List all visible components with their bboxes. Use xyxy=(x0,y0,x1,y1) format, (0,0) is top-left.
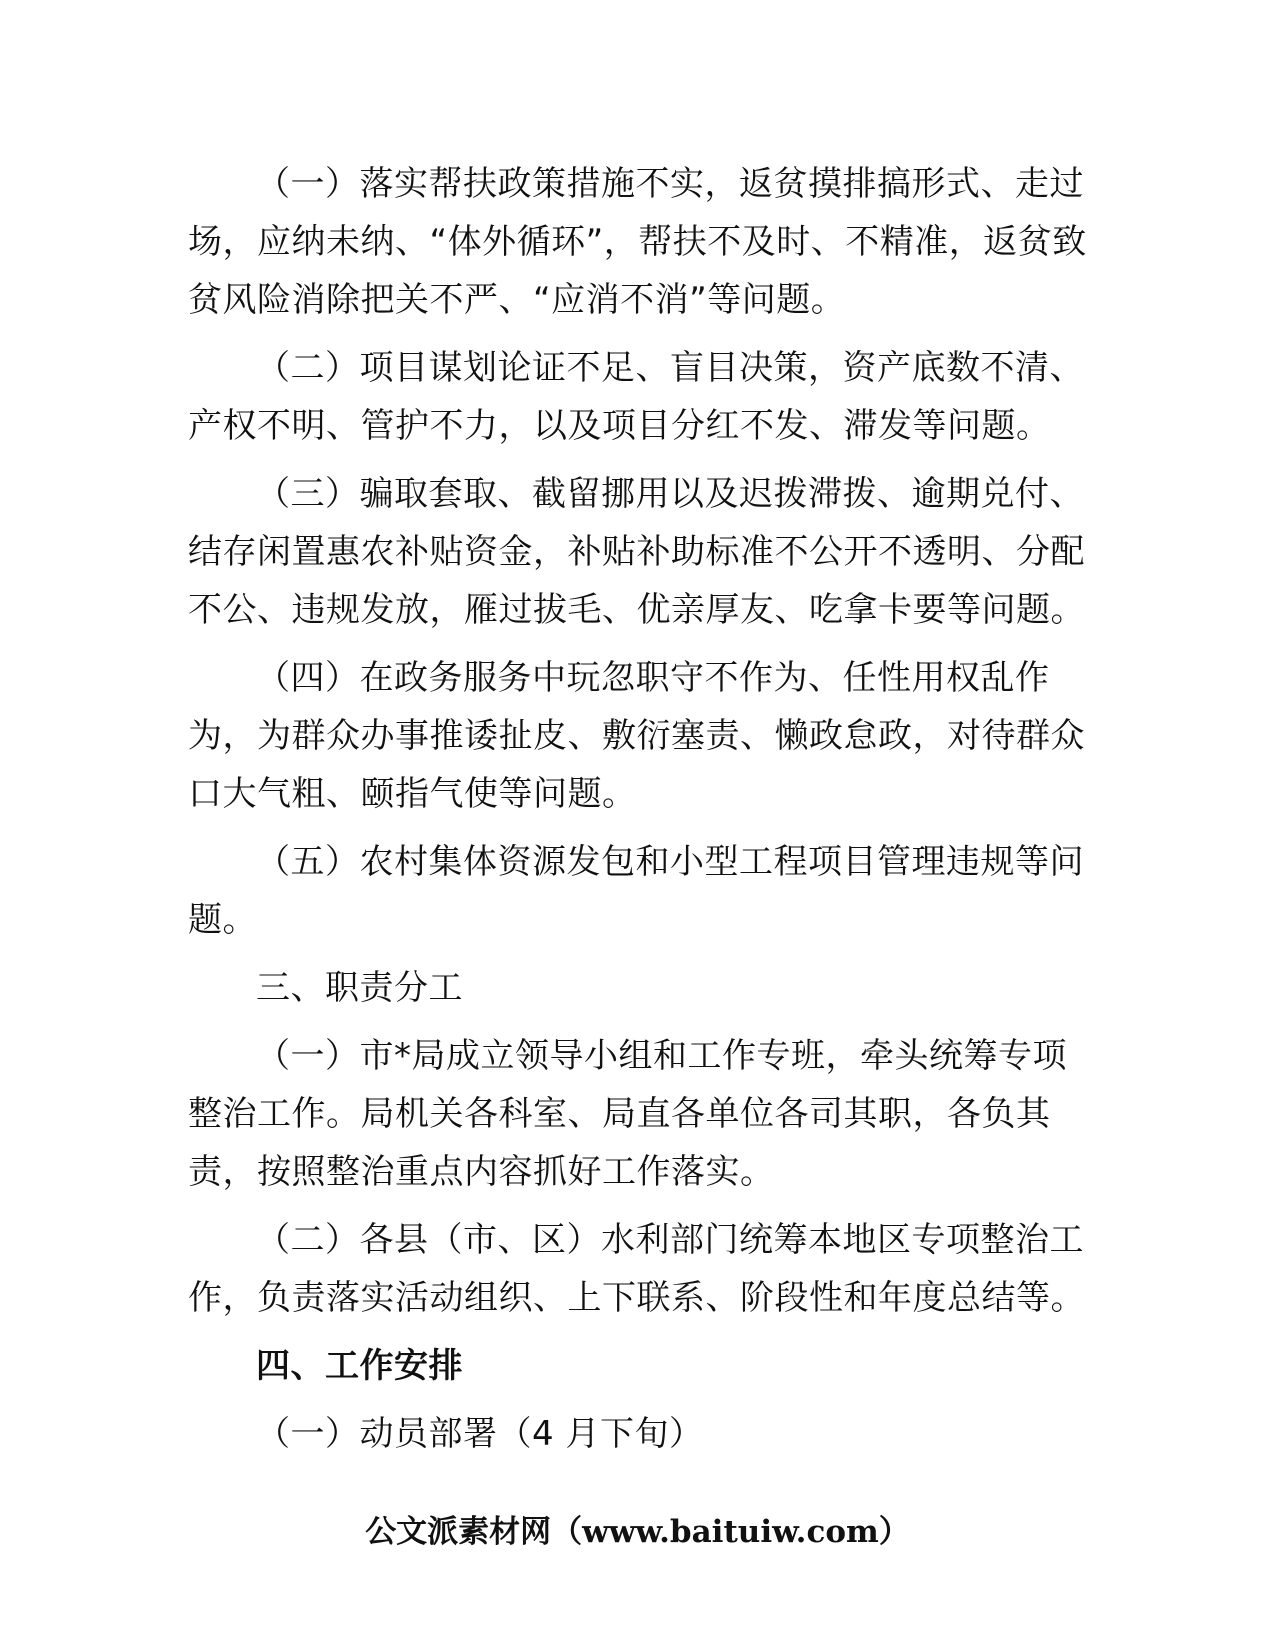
paragraph-item-5: （五）农村集体资源发包和小型工程项目管理违规等问题。 xyxy=(188,842,1084,940)
paragraph-item-2: （二）项目谋划论证不足、盲目决策，资产底数不清、产权不明、管护不力，以及项目分红不发、滞发等问题。 xyxy=(188,348,1084,446)
section-heading-duties: 三、职责分工 xyxy=(256,968,463,1008)
paragraph-item-4: （四）在政务服务中玩忽职守不作为、任性用权乱作为，为群众办事推诿扯皮、敷衍塞责、懒政怠政，对待群众口大气粗、颐指气使等问题。 xyxy=(188,658,1085,814)
paragraph-arrangement-1: （一）动员部署（4 月下旬） xyxy=(256,1414,704,1454)
section-heading-arrangement: 四、工作安排 xyxy=(256,1346,463,1386)
paragraph-duty-1: （一）市*局成立领导小组和工作专班，牵头统筹专项整治工作。局机关各科室、局直各单位各司其职，各负其责，按照整治重点内容抓好工作落实。 xyxy=(188,1036,1067,1192)
footer-watermark: 公文派素材网（www.baituiw.com） xyxy=(365,1514,910,1550)
paragraph-duty-2: （二）各县（市、区）水利部门统筹本地区专项整治工作，负责落实活动组织、上下联系、阶段性和年度总结等。 xyxy=(188,1220,1085,1318)
paragraph-item-3: （三）骗取套取、截留挪用以及迟拨滞拨、逾期兑付、结存闲置惠农补贴资金，补贴补助标准不公开不透明、分配不公、违规发放，雁过拔毛、优亲厚友、吃拿卡要等问题。 xyxy=(188,474,1085,630)
document-body xyxy=(188,155,1088,1473)
paragraph-item-1: （一）落实帮扶政策措施不实，返贫摸排搞形式、走过场，应纳未纳、“体外循环”，帮扶不及时、不精准，返贫致贫风险消除把关不严、“应消不消”等问题。 xyxy=(188,164,1087,320)
